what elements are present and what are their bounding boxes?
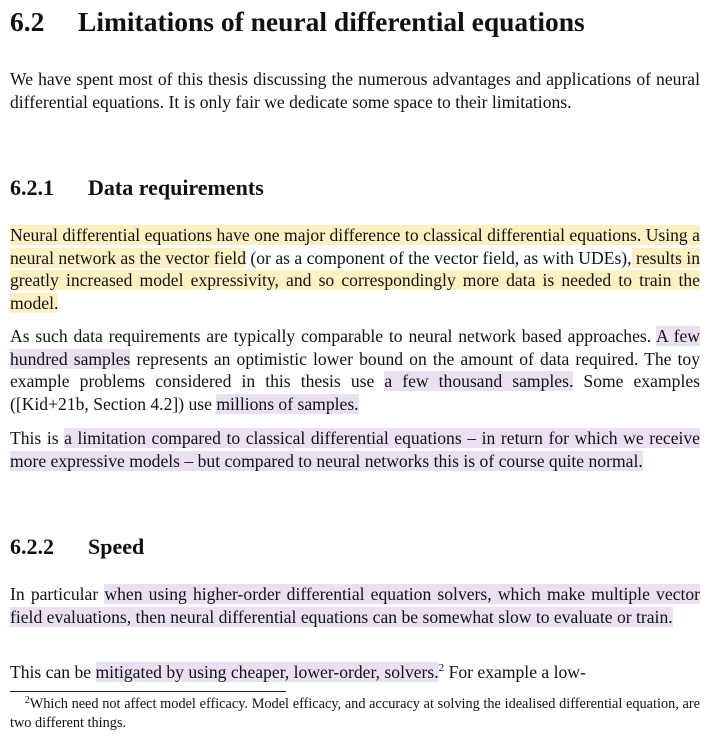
subsection-heading-data-requirements — [10, 174, 264, 202]
subsection-heading-speed — [10, 533, 144, 561]
subsection-number: 6.2.2 — [10, 534, 54, 559]
footnote-mark: 2 — [24, 695, 30, 706]
footnote-reference[interactable]: 2 — [438, 662, 445, 674]
highlight-purple: mitigated by using cheaper, lower-order, solvers. — [95, 662, 439, 682]
intro-paragraph: We have spent most of this thesis discussing the numerous advantages and applications of neural differential equations. It is only fair we dedicate some space to their limitations. — [10, 69, 700, 112]
highlight-yellow: Neural differential equations have one major difference to classical differential equations. Using a neural network as the vector field — [10, 225, 700, 268]
data-req-paragraph-2 — [10, 325, 700, 416]
data-req-paragraph-1 — [10, 224, 700, 315]
highlight-purple: a few thousand samples. — [384, 371, 574, 392]
highlight-purple: A few hundred samples — [10, 326, 700, 369]
footnote-divider — [10, 691, 286, 692]
section-title: Limitations of neural differential equations — [78, 6, 585, 37]
subsection-title: Speed — [88, 534, 145, 559]
footnote-text: Which need not affect model efficacy. Model efficacy, and accuracy at solving the idealised differential equation, are two different things. — [10, 696, 700, 731]
plain-text: In particular — [10, 584, 105, 604]
subsection-title: Data requirements — [88, 175, 264, 200]
section-number: 6.2 — [10, 6, 45, 37]
plain-text: represents an optimistic lower bound on the amount of data required. The toy example problems considered in this thesis use — [10, 348, 700, 392]
speed-paragraph-2 — [10, 661, 700, 684]
plain-text: As such data requirements are typically comparable to neural network based approaches. — [10, 326, 652, 346]
data-req-paragraph-3 — [10, 427, 700, 472]
plain-text: Some examples ([Kid+21b, Section 4.2]) use — [10, 371, 700, 415]
highlight-purple: when using higher-order differential equation solvers, which make multiple vector field evaluations, then neural differential equations can be somewhat slow to evaluate or train. — [10, 584, 700, 627]
subsection-number: 6.2.1 — [10, 175, 54, 200]
highlight-purple: millions of samples. — [216, 394, 359, 415]
section-heading — [10, 4, 585, 40]
plain-text: This can be — [10, 662, 96, 682]
plain-text: For example a low- — [444, 662, 586, 682]
speed-paragraph-1 — [10, 583, 700, 628]
highlight-purple: a limitation compared to classical differential equations – in return for which we receive more expressive models – but compared to neural networks this is of course quite normal. — [10, 428, 700, 471]
plain-text: (or as a component of the vector field, as with UDEs), — [246, 247, 632, 268]
footnote — [10, 695, 700, 733]
plain-text: This is — [10, 428, 65, 448]
highlight-yellow: results in greatly increased model expressivity, and so correspondingly more data is needed to train the model. — [10, 247, 701, 314]
